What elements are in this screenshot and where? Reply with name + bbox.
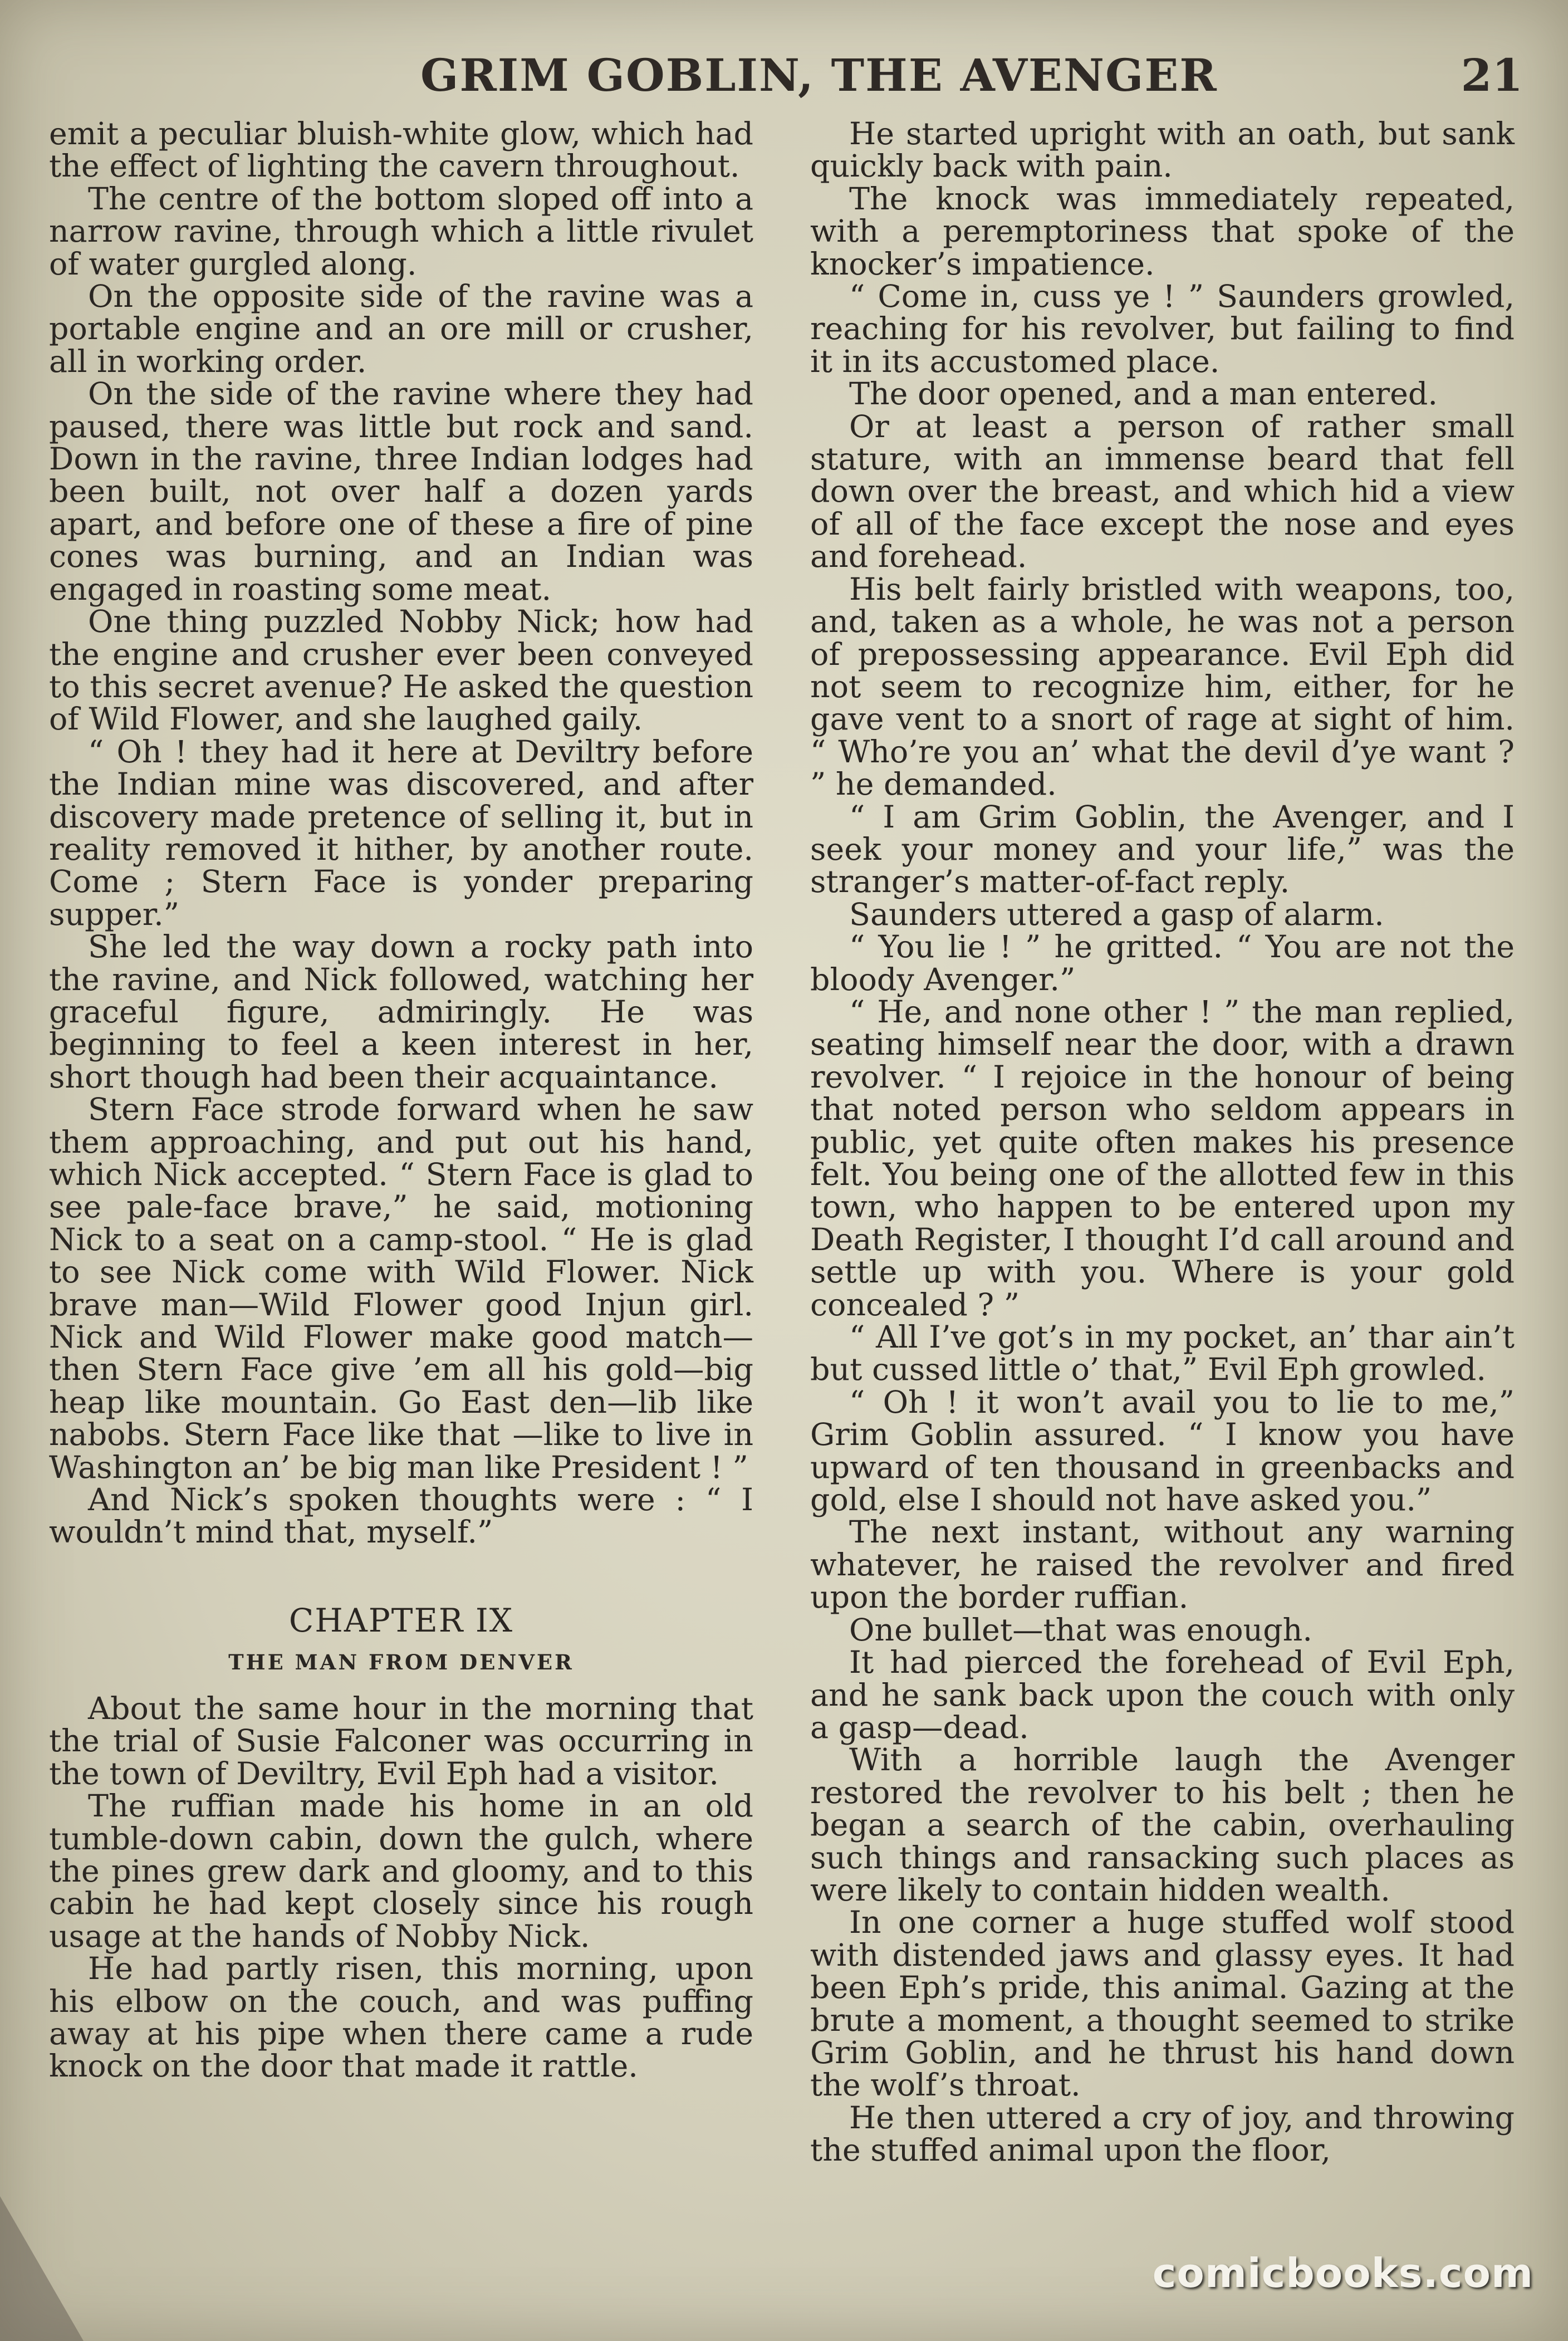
- paragraph: “ Oh ! they had it here at Deviltry before the Indian mine was discovered, and after discovery made pretence of selling it, but in reality removed it hither, by another route. Come ; Stern Face is yonder preparing supper.”: [49, 734, 753, 933]
- paragraph: The next instant, without any warning whatever, he raised the revolver and fired upon the border ruffian.: [810, 1515, 1515, 1616]
- paragraph: “ Come in, cuss ye ! ” Saunders growled, reaching for his revolver, but failing to find it in its accustomed place.: [810, 279, 1515, 380]
- paragraph: The knock was immediately repeated, with a peremptoriness that spoke of the knocker’s impatience.: [810, 181, 1515, 282]
- right-column: [810, 118, 1515, 2167]
- paragraph: “ He, and none other ! ” the man replied, seating himself near the door, with a drawn revolver. “ I rejoice in the honour of being that noted person who seldom appears in public, yet quite often makes his presence felt. You being one of the allotted few in this town, who happen to be entered upon my Death Register, I thought I’d call around and settle up with you. Where is your gold concealed ? ”: [810, 994, 1515, 1323]
- paragraph: Saunders uttered a gasp of alarm.: [849, 897, 1384, 933]
- paragraph: In one corner a huge stuffed wolf stood with distended jaws and glassy eyes. It had been Eph’s pride, this animal. Gazing at the brute a moment, a thought seemed to strike Grim Goblin, and he thrust his hand down the wolf’s throat.: [810, 1905, 1515, 2104]
- page-number: 21: [1461, 49, 1523, 101]
- paragraph: It had pierced the forehead of Evil Eph, and he sank back upon the couch with only a gasp—dead.: [810, 1645, 1515, 1746]
- paragraph: The door opened, and a man entered.: [849, 376, 1438, 413]
- left-column: [49, 118, 753, 2083]
- paragraph: The ruffian made his home in an old tumble-down cabin, down the gulch, where the pines grew dark and gloomy, and to this cabin he had kept closely since his rough usage at the hands of Nobby Nick.: [49, 1789, 753, 1955]
- paragraph: She led the way down a rocky path into the ravine, and Nick followed, watching her graceful figure, admiringly. He was beginning to feel a keen interest in her, short though had been their acquaintance.: [49, 929, 753, 1095]
- paragraph: “ I am Grim Goblin, the Avenger, and I seek your money and your life,” was the stranger’s matter-of-fact reply.: [810, 799, 1515, 900]
- site-watermark: comicbooks.com: [1152, 2250, 1533, 2296]
- paragraph: Or at least a person of rather small stature, with an immense beard that fell down over the breast, and which hid a view of all of the face except the nose and eyes and forehead.: [810, 409, 1515, 575]
- running-header: [47, 49, 1523, 110]
- running-title: GRIM GOBLIN, THE AVENGER: [420, 49, 1218, 101]
- paragraph: His belt fairly bristled with weapons, too, and, taken as a whole, he was not a person of prepossessing appearance. Evil Eph did not seem to recognize him, either, for he gave vent to a snort of rage at sight of him. “ Who’re you an’ what the devil d’ye want ? ” he demanded.: [810, 571, 1515, 803]
- paragraph: One thing puzzled Nobby Nick; how had the engine and crusher ever been conveyed to this secret avenue? He asked the question of Wild Flower, and she laughed gaily.: [49, 604, 753, 738]
- paragraph: He started upright with an oath, but sank quickly back with pain.: [810, 116, 1515, 185]
- paragraph: The centre of the bottom sloped off into a narrow ravine, through which a little rivulet of water gurgled along.: [49, 181, 753, 282]
- torn-corner: [0, 2196, 84, 2341]
- paragraph: On the side of the ravine where they had paused, there was little but rock and sand. Down in the ravine, three Indian lodges had been built, not over half a dozen yards apart, and before one of these a fire of pine cones was burning, and an Indian was engaged in roasting some meat.: [49, 376, 753, 608]
- paragraph: “ You lie ! ” he gritted. “ You are not the bloody Avenger.”: [810, 929, 1515, 998]
- paragraph: One bullet—that was enough.: [849, 1612, 1312, 1648]
- paragraph: About the same hour in the morning that the trial of Susie Falconer was occurring in the town of Deviltry, Evil Eph had a visitor.: [49, 1691, 753, 1792]
- paragraph: emit a peculiar bluish-white glow, which had the effect of lighting the cavern throughout.: [49, 116, 753, 185]
- paragraph: On the opposite side of the ravine was a portable engine and an ore mill or crusher, all in working order.: [49, 279, 753, 380]
- paragraph: “ All I’ve got’s in my pocket, an’ thar ain’t but cussed little o’ that,” Evil Eph growled.: [810, 1320, 1515, 1388]
- paragraph: He had partly risen, this morning, upon his elbow on the couch, and was puffing away at his pipe when there came a rude knock on the door that made it rattle.: [49, 1951, 753, 2085]
- paragraph: “ Oh ! it won’t avail you to lie to me,” Grim Goblin assured. “ I know you have upward of ten thousand in greenbacks and gold, else I should not have asked you.”: [810, 1384, 1515, 1519]
- paragraph: He then uttered a cry of joy, and throwing the stuffed animal upon the floor,: [810, 2100, 1515, 2169]
- paragraph: And Nick’s spoken thoughts were : “ I wouldn’t mind that, myself.”: [49, 1482, 753, 1551]
- chapter-title: CHAPTER IX: [288, 1601, 514, 1639]
- paragraph: With a horrible laugh the Avenger restored the revolver to his belt ; then he began a search of the cabin, overhauling such things and ransacking such places as were likely to contain hidden wealth.: [810, 1742, 1515, 1908]
- chapter-subtitle: THE MAN FROM DENVER: [228, 1649, 574, 1674]
- paragraph: Stern Face strode forward when he saw them approaching, and put out his hand, which Nick accepted. “ Stern Face is glad to see pale-face brave,” he said, motioning Nick to a seat on a camp-stool. “ He is glad to see Nick come with Wild Flower. Nick brave man—Wild Flower good Injun girl. Nick and Wild Flower make good match—then Stern Face give ’em all his gold—big heap like mountain. Go East den—lib like nabobs. Stern Face like that —like to live in Washington an’ be big man like President ! ”: [49, 1092, 753, 1486]
